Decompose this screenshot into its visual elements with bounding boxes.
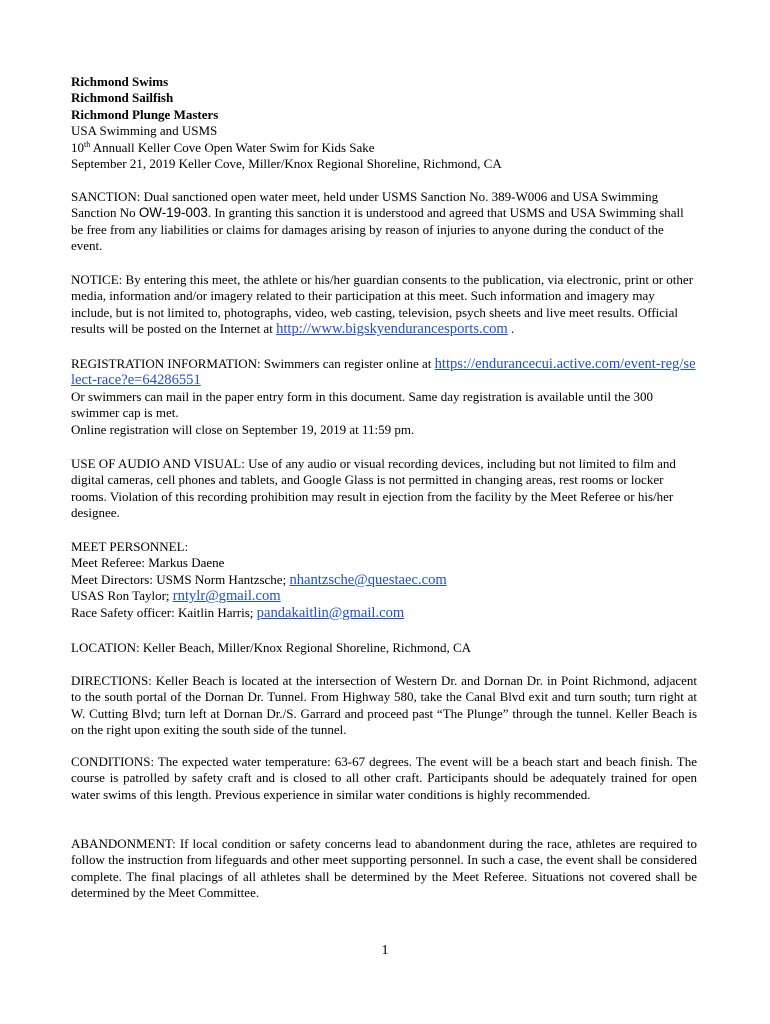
sanction-number: OW-19-003 [138,205,208,221]
org-usa-swimming: USA Swimming and USMS [71,123,218,139]
registration-close: Online registration will close on September 19, 2019 at 11:59 pm. [71,421,415,437]
meet-referee: Meet Referee: Markus Daene [71,555,225,571]
event-number-suffix: th [84,139,91,149]
meet-directors [71,572,697,588]
org-richmond-sailfish: Richmond Sailfish [71,90,174,106]
personnel-heading: MEET PERSONNEL: [71,539,189,554]
conditions-paragraph: CONDITIONS: The expected water temperature: 63-67 degrees. The event will be a beach start and beach finish. The course is patrolled by safety craft and is closed to all other craft. Participants should be adequately trained for open water swims of this length. Previous experience in similar water conditions is highly recommended. [71,754,697,802]
usas-label: USAS Ron Taylor; [71,588,173,604]
sanction-text-continued: . In granting this sanction it is understood and agreed that USMS and USA Swimming shall be free from any liabilities or claims for damages arising by reason of injuries to anyone during the conduct of the event. [71,205,684,254]
location-paragraph: LOCATION: Keller Beach, Miller/Knox Regional Shoreline, Richmond, CA [71,640,472,655]
registration-online [71,356,697,389]
org-richmond-plunge-masters: Richmond Plunge Masters [71,106,219,122]
meet-directors-label: Meet Directors: USMS Norm Hantzsche; [71,571,290,587]
org-richmond-swims: Richmond Swims [71,74,169,89]
usas-contact [71,588,697,604]
registration-intro: REGISTRATION INFORMATION: Swimmers can register online at [71,356,435,371]
audio-visual-paragraph: USE OF AUDIO AND VISUAL: Use of any audio or visual recording devices, including but not limited to film and digital cameras, cell phones and tablets, and Google Glass is not permitted in changing areas, rest rooms or locker rooms. Violation of this recording prohibition may result in ejection from the facility by the Meet Referee or his/her designee. [71,456,676,521]
event-number: 10 [71,139,84,155]
event-title-text: Annuall Keller Cove Open Water Swim for Kids Sake [90,139,375,155]
notice-paragraph [71,272,697,338]
registration-paragraph [71,356,697,438]
registration-link[interactable]: https://endurancecui.active.com/event-reg/select-race?e=64286551 [71,356,696,389]
race-safety-officer [71,605,697,621]
directors-email-link[interactable]: nhantzsche@questaec.com [289,571,447,588]
personnel-block [71,539,697,621]
registration-mail: Or swimmers can mail in the paper entry form in this document. Same day registration is available until the 300 swimmer cap is met. [71,388,653,421]
sanction-text: SANCTION: Dual sanctioned open water meet, held under USMS Sanction No. 389-W006 and USA Swimming Sanction No [71,189,659,221]
directions-paragraph: DIRECTIONS: Keller Beach is located at the intersection of Western Dr. and Dornan Dr. in Point Richmond, adjacent to the south portal of the Dornan Dr. Tunnel. From Highway 580, take the Canal Blvd exit and turn south; turn right at W. Cutting Blvd; turn left at Dornan Dr./S. Garrard and proceed past “The Plunge” through the tunnel. Keller Beach is on the right upon exiting the south side of the tunnel. [71,673,697,738]
event-title [71,140,697,156]
notice-end: . [507,321,515,337]
notice-text: NOTICE: By entering this meet, the athlete or his/her guardian consents to the publication, via electronic, print or other media, information and/or imagery related to their participation at this meet. Such information and imagery may include, but is not limited to, photographs, video, web casting, television, psych sheets and live meet results. Official results will be posted on the Internet at [71,272,694,337]
usas-email-link[interactable]: rntylr@gmail.com [172,588,281,605]
event-date-location: September 21, 2019 Keller Cove, Miller/Knox Regional Shoreline, Richmond, CA [71,156,502,172]
safety-email-link[interactable]: pandakaitlin@gmail.com [256,604,405,621]
header-block [71,74,697,172]
safety-label: Race Safety officer: Kaitlin Harris; [71,604,257,620]
sanction-paragraph [71,189,697,255]
abandonment-paragraph: ABANDONMENT: If local condition or safety concerns lead to abandonment during the race, athletes are required to follow the instruction from lifeguards and other meet supporting personnel. In such a case, the event shall be considered complete. The final placings of all athletes shall be determined by the Meet Referee. Situations not covered shall be determined by the Meet Committee. [71,836,697,901]
page-number: 1 [381,943,389,958]
bigsky-results-link[interactable]: http://www.bigskyendurancesports.com [276,321,508,338]
